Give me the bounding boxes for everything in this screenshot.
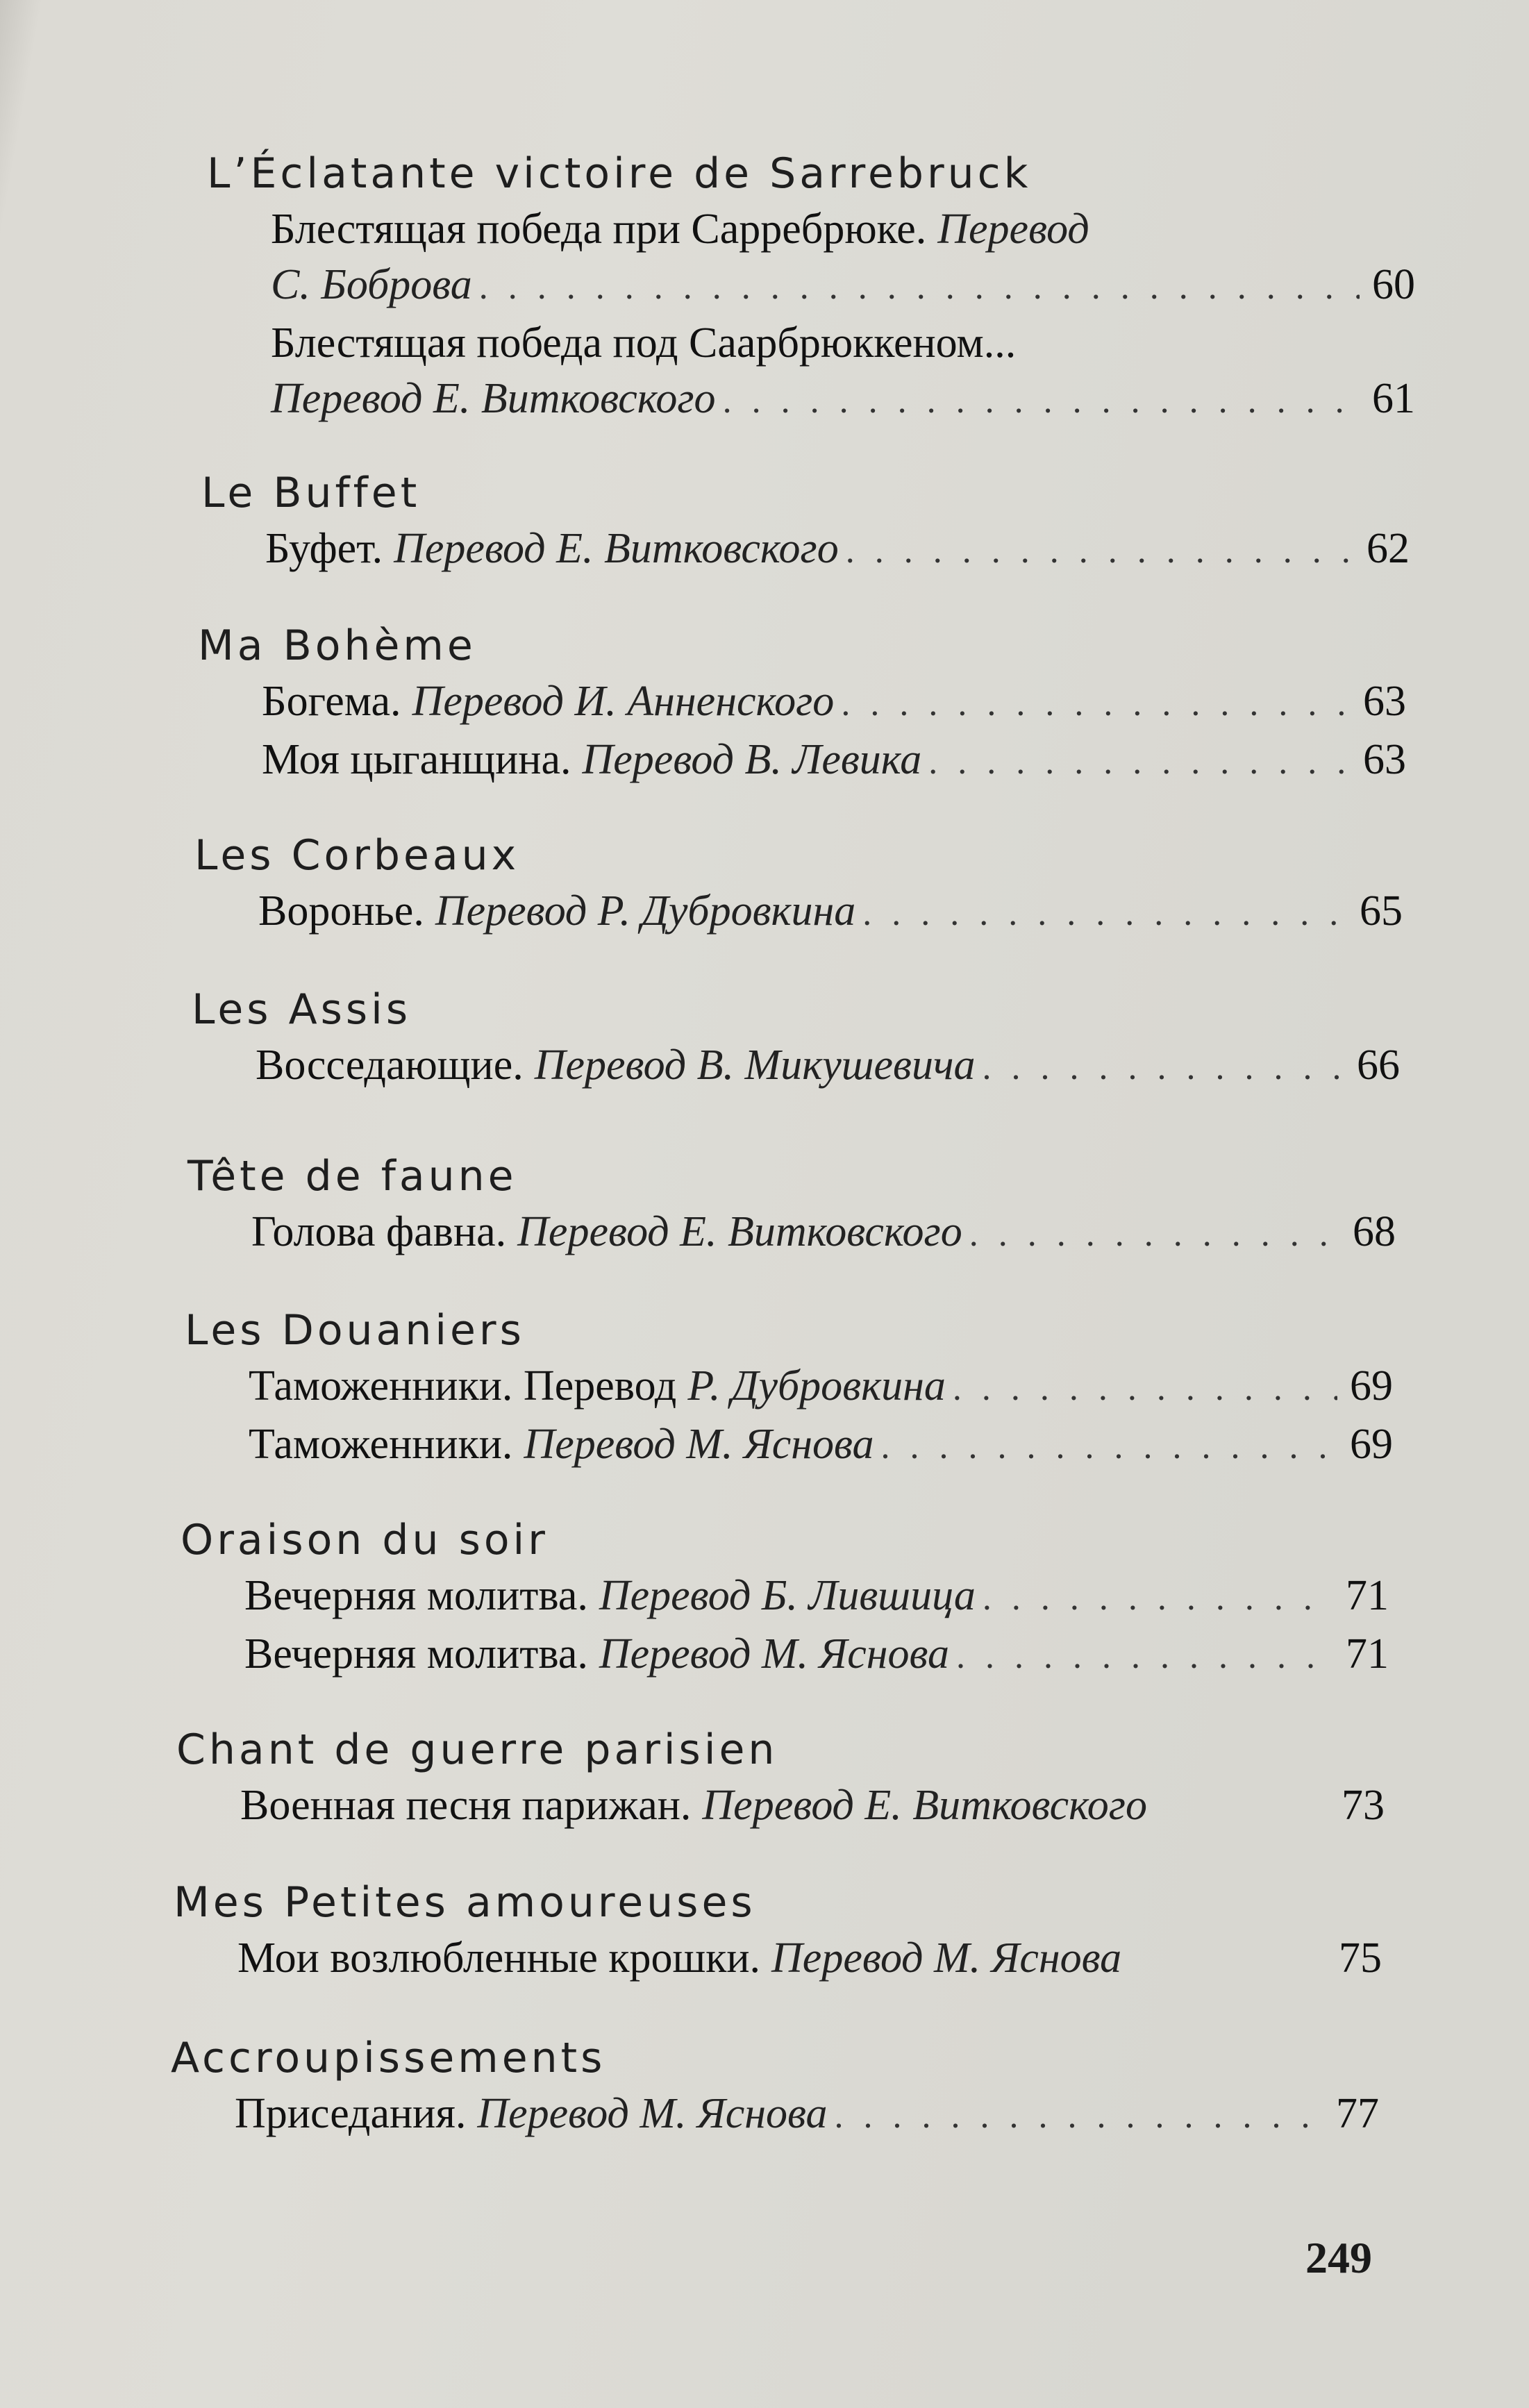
dot-leader: [983, 1040, 1344, 1096]
entry-title: Голова фавна.: [251, 1208, 507, 1255]
toc-entry: [271, 315, 1415, 429]
entry-title: Буфет.: [265, 525, 383, 572]
entry-title: Моя цыганщина.: [262, 736, 571, 783]
entry-title: Приседания.: [235, 2090, 467, 2137]
entry-title: Военная песня парижан.: [240, 1782, 692, 1829]
section-heading: Les Corbeaux: [194, 831, 520, 880]
toc-entry: [244, 1568, 1389, 1626]
section-heading: Accroupissements: [171, 2034, 606, 2082]
section-heading: Tête de faune: [187, 1152, 517, 1201]
toc-section: [171, 2030, 1379, 2144]
toc-entry: [256, 1037, 1400, 1096]
section-heading: Ma Bohème: [198, 621, 476, 670]
entry-page: 73: [1342, 1782, 1385, 1829]
entry-credit: Перевод М. Яснова: [477, 2090, 828, 2137]
toc-section: [201, 465, 1410, 579]
dot-leader: [846, 524, 1354, 579]
entry-title: Восседающие.: [256, 1042, 524, 1089]
dot-leader: [956, 1629, 1333, 1684]
entry-title: Таможенники.: [249, 1421, 513, 1468]
toc-section: [194, 828, 1403, 942]
entry-page: 66: [1357, 1042, 1400, 1089]
entry-page: 71: [1346, 1630, 1389, 1678]
entry-credit: Перевод Б. Лившица: [599, 1572, 976, 1619]
entry-credit: Перевод В. Микушевича: [534, 1042, 976, 1089]
entry-credit: Перевод Е. Витковского: [271, 375, 716, 422]
toc-entry: [244, 1626, 1389, 1684]
entry-credit: Перевод Е. Витковского: [394, 525, 839, 572]
entry-page: 62: [1367, 525, 1410, 572]
toc-entry: [265, 521, 1410, 579]
entry-page: 68: [1353, 1208, 1396, 1255]
entry-page: 65: [1360, 887, 1403, 935]
dot-leader: [983, 1571, 1333, 1626]
entry-page: 77: [1336, 2090, 1379, 2137]
toc-entry: [271, 201, 1415, 315]
entry-page: 71: [1346, 1572, 1389, 1619]
entry-page: 60: [1372, 261, 1415, 308]
section-heading: Le Buffet: [201, 469, 421, 517]
toc-entry: [262, 732, 1406, 790]
toc-entry: [249, 1416, 1393, 1475]
entry-credit: Перевод Е. Витковского: [702, 1782, 1147, 1829]
entry-credit: Перевод М. Яснова: [771, 1934, 1122, 1982]
toc-entry: [251, 1204, 1396, 1262]
toc-section: [185, 1303, 1393, 1475]
entry-credit: Перевод М. Яснова: [524, 1421, 874, 1468]
entry-title: Таможенники. Перевод: [249, 1362, 677, 1410]
section-heading: Oraison du soir: [181, 1516, 549, 1564]
entry-credit: Перевод В. Левика: [582, 736, 922, 783]
entry-credit: Р. Дубровкина: [687, 1362, 946, 1410]
entry-title: Блестящая победа под Саарбрюккеном...: [271, 319, 1017, 367]
toc-entry: [240, 1778, 1385, 1833]
dot-leader: [862, 886, 1347, 942]
entry-title: Воронье.: [258, 887, 424, 935]
entry-title: Блестящая победа при Сарребрюке.: [271, 206, 927, 253]
entry-page: 61: [1372, 375, 1415, 422]
entry-title: Вечерняя молитва.: [244, 1572, 588, 1619]
dot-leader: [969, 1207, 1340, 1262]
entry-credit: С. Боброва: [271, 261, 472, 308]
toc-section: [187, 1148, 1396, 1262]
toc-entry: [258, 883, 1403, 942]
dot-leader: [723, 374, 1360, 429]
toc-entry: [237, 1930, 1382, 1986]
entry-credit: Перевод М. Яснова: [599, 1630, 949, 1678]
toc-section: [174, 1875, 1382, 1986]
dot-leader: [835, 2089, 1324, 2144]
toc-entry: [235, 2086, 1379, 2144]
entry-title: Мои возлюбленные крошки.: [237, 1934, 761, 1982]
entry-page: 63: [1363, 736, 1406, 783]
entry-credit-line1: Перевод: [937, 206, 1089, 253]
toc-entry: [249, 1358, 1393, 1416]
entry-page: 69: [1350, 1362, 1393, 1410]
dot-leader: [953, 1361, 1337, 1416]
entry-credit: Перевод Р. Дубровкина: [435, 887, 856, 935]
toc-section: [181, 1512, 1389, 1684]
toc-section: [176, 1722, 1385, 1833]
entry-page: 75: [1339, 1934, 1382, 1982]
page-number: 249: [1305, 2233, 1372, 2282]
entry-title: Богема.: [262, 678, 401, 725]
entry-credit: Перевод И. Анненского: [412, 678, 835, 725]
toc-section: [192, 982, 1400, 1096]
toc-entry: [262, 674, 1406, 732]
dot-leader: [479, 260, 1360, 315]
toc-section: [198, 618, 1406, 790]
dot-leader: [841, 676, 1351, 732]
entry-page: 69: [1350, 1421, 1393, 1468]
toc-section: [207, 146, 1415, 429]
dot-leader: [928, 735, 1351, 790]
entry-title: Вечерняя молитва.: [244, 1630, 588, 1678]
section-heading: Chant de guerre parisien: [176, 1725, 778, 1774]
entry-page: 63: [1363, 678, 1406, 725]
section-heading: Mes Petites amoureuses: [174, 1878, 756, 1927]
entry-credit: Перевод Е. Витковского: [517, 1208, 962, 1255]
section-heading: L’Éclatante victoire de Sarrebruck: [207, 149, 1032, 198]
dot-leader: [881, 1419, 1337, 1475]
section-heading: Les Douaniers: [185, 1306, 525, 1355]
section-heading: Les Assis: [192, 985, 412, 1034]
